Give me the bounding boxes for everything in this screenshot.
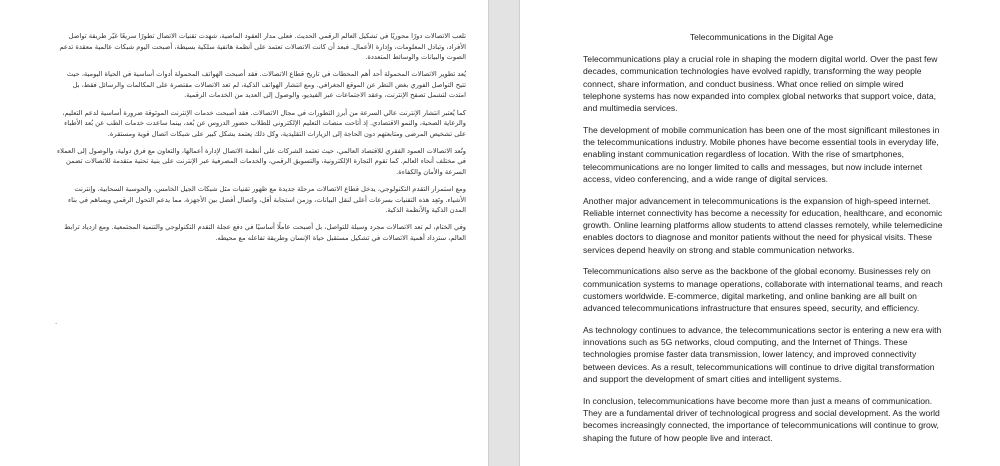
page-edge-left <box>488 0 489 466</box>
stray-mark: . <box>55 318 58 326</box>
english-body-text <box>583 53 943 453</box>
english-paragraph-6: In conclusion, telecommunications have become more than just a means of communication. They are a fundamental driver of technological progress and social development. As the world becomes increasingly connected, the importance of telecommunications will continue to grow, shaping the future of how people live and interact. <box>583 395 940 443</box>
page-gutter <box>488 0 520 466</box>
arabic-paragraph-2: يُعد تطوير الاتصالات المحمولة أحد أهم المحطات في تاريخ قطاع الاتصالات. فقد أصبحت الهواتف المحمولة أدوات أساسية في الحياة اليومية، حيث تتيح التواصل الفوري بغض النظر عن الموقع الجغرافي. ومع انتشار الهواتف الذكية، لم تعد الاتصالات مقتصرة على المكالمات والرسائل فقط، بل امتدت لتشمل تصفح الإنترنت، وعقد الاجتماعات عبر الفيديو، والوصول إلى العديد من الخدمات الرقمية. <box>66 70 466 100</box>
arabic-paragraph-1: تلعب الاتصالات دورًا محوريًا في تشكيل العالم الرقمي الحديث. فعلى مدار العقود الماضية، شهدت تقنيات الاتصال تطورًا سريعًا غيّر طريقة تواصل الأفراد، وتبادل المعلومات، وإدارة الأعمال. فبعد أن كانت الاتصالات تعتمد على أنظمة هاتفية سلكية بسيطة، أصبحت اليوم شبكات عالمية معقدة تدعم الصوت والبيانات والوسائط المتعددة. <box>59 32 466 62</box>
arabic-body-text <box>56 31 466 250</box>
english-paragraph-2: The development of mobile communication has been one of the most significant milestones in the telecommunications industry. Mobile phones have become essential tools in everyday life, enabling instant communication regardless of location. With the rise of smartphones, telecommunications are no longer limited to calls and messages, but now include internet access, video conferencing, and a wide range of digital services. <box>583 124 940 184</box>
arabic-paragraph-4: وتُعد الاتصالات العمود الفقري للاقتصاد العالمي، حيث تعتمد الشركات على أنظمة الاتصال لإدارة أعمالها، والتعاون مع فرق دولية، والوصول إلى العملاء في مختلف أنحاء العالم. كما تقوم التجارة الإلكترونية، والتسويق الرقمي، والخدمات المصرفية عبر الإنترنت على بنية تحتية متقدمة للاتصالات تضمن السرعة والأمان والكفاءة. <box>56 146 466 177</box>
arabic-paragraph-6: وفي الختام، لم تعد الاتصالات مجرد وسيلة للتواصل، بل أصبحت عاملًا أساسيًا في دفع عجلة التقدم التكنولوجي والتنمية المجتمعية. ومع ازدياد ترابط العالم، ستزداد أهمية الاتصالات في تشكيل مستقبل حياة الإنسان وطريقة تفاعله مع محيطه. <box>64 223 466 242</box>
english-paragraph-4: Telecommunications also serve as the backbone of the global economy. Businesses rely on communication systems to manage operations, collaborate with international teams, and reach customers worldwide. E-commerce, digital marketing, and online banking are all built on advanced telecommunications infrastructure that ensures speed, security, and efficiency. <box>583 266 943 314</box>
document-title: Telecommunications in the Digital Age <box>689 32 834 42</box>
english-paragraph-3: Another major advancement in telecommunications is the expansion of high-speed internet. Reliable internet connectivity has become a necessity for education, healthcare, and economic growth. Online learning platforms allow students to attend classes remotely, while telemedicine enables doctors to diagnose and monitor patients without the need for physical visits. These services depend heavily on strong and stable communication networks. <box>583 195 943 255</box>
arabic-paragraph-3: كما يُعتبر انتشار الإنترنت عالي السرعة من أبرز التطورات في مجال الاتصالات. فقد أصبحت خدمات الإنترنت الموثوقة ضرورة أساسية لدعم التعليم، والرعاية الصحية، والنمو الاقتصادي. إذ أتاحت منصات التعليم الإلكتروني للطلاب حضور الدروس عن بُعد، بينما ساعدت خدمات الطب عن بُعد الأطباء على تشخيص المرضى ومتابعتهم دون الحاجة إلى الزيارات التقليدية، وكل ذلك يعتمد بشكل كبير على شبكات اتصال قوية ومستقرة. <box>62 108 466 138</box>
english-paragraph-5: As technology continues to advance, the telecommunications sector is entering a new era with innovations such as 5G networks, cloud computing, and the Internet of Things. These technologies promise faster data transmission, lower latency, and improved connectivity between devices. As a result, telecommunications will continue to drive digital transformation and support the development of smart cities and intelligent systems. <box>583 324 942 385</box>
arabic-paragraph-5: ومع استمرار التقدم التكنولوجي، يدخل قطاع الاتصالات مرحلة جديدة مع ظهور تقنيات مثل شبكات الجيل الخامس، والحوسبة السحابية، وإنترنت الأشياء. وتَعِد هذه التقنيات بسرعات أعلى لنقل البيانات، وزمن استجابة أقل، واتصال أفضل بين الأجهزة، مما يدعم التحول الرقمي ويساهم في بناء المدن الذكية والأنظمة الذكية. <box>67 185 466 215</box>
english-paragraph-1: Telecommunications play a crucial role in shaping the modern digital world. Over the past few decades, communication technologies have evolved rapidly, transforming the way people connect, share information, and conduct business. What once relied on simple wired telephone systems has now expanded into complex global networks that support voice, data, and multimedia services. <box>583 54 938 114</box>
